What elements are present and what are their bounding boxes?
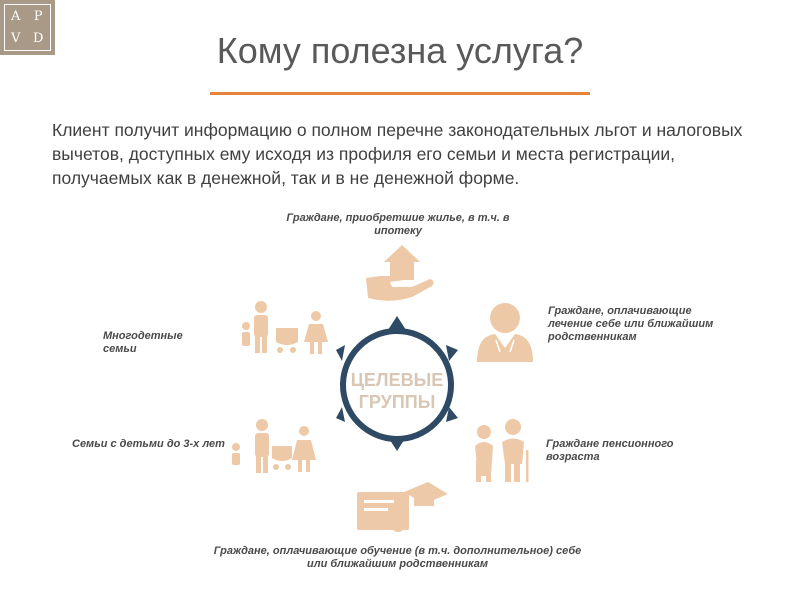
logo-letter: D (33, 31, 45, 47)
group-label-large-families: Многодетные семьи (103, 330, 183, 355)
center-label-line1: ЦЕЛЕВЫЕ (350, 370, 444, 390)
large-family-icon (242, 301, 328, 354)
logo-letter: A (11, 8, 22, 24)
logo-letter: V (11, 31, 22, 47)
diploma-icon (357, 482, 448, 532)
arrow-up (388, 316, 406, 330)
arrow-up-left (336, 345, 345, 361)
arrow-down-left (336, 407, 345, 422)
group-label-kids-under-3: Семьи с детьми до 3-х лет (72, 438, 225, 450)
family-stroller-icon (232, 419, 316, 473)
intro-paragraph: Клиент получит информацию о полном перечне законодательных льгот и налоговых вычетов, доступных ему исходя из профиля его семьи и места регистрации, получаемых как в денежной, так и в не денежной форме. (52, 120, 743, 188)
group-label-education: Граждане, оплачивающие обучение (в т.ч. дополнительное) себе или ближайшим родственникам (213, 545, 582, 570)
center-label-line2: ГРУППЫ (358, 392, 436, 412)
arrow-up-right (446, 345, 458, 361)
slide-title: Кому полезна услуга? (216, 30, 584, 71)
group-label-pension: Граждане пенсионного возраста (546, 438, 674, 463)
group-label-housing: Граждане, приобретшие жилье, в т.ч. в ипотеку (286, 212, 510, 237)
doctor-icon (477, 303, 533, 362)
elderly-couple-icon (475, 419, 529, 482)
house-hand-icon (366, 245, 434, 301)
group-label-treatment: Граждане, оплачивающие лечение себе или ближайшим родственникам (548, 305, 714, 343)
logo-letter: P (33, 8, 44, 24)
